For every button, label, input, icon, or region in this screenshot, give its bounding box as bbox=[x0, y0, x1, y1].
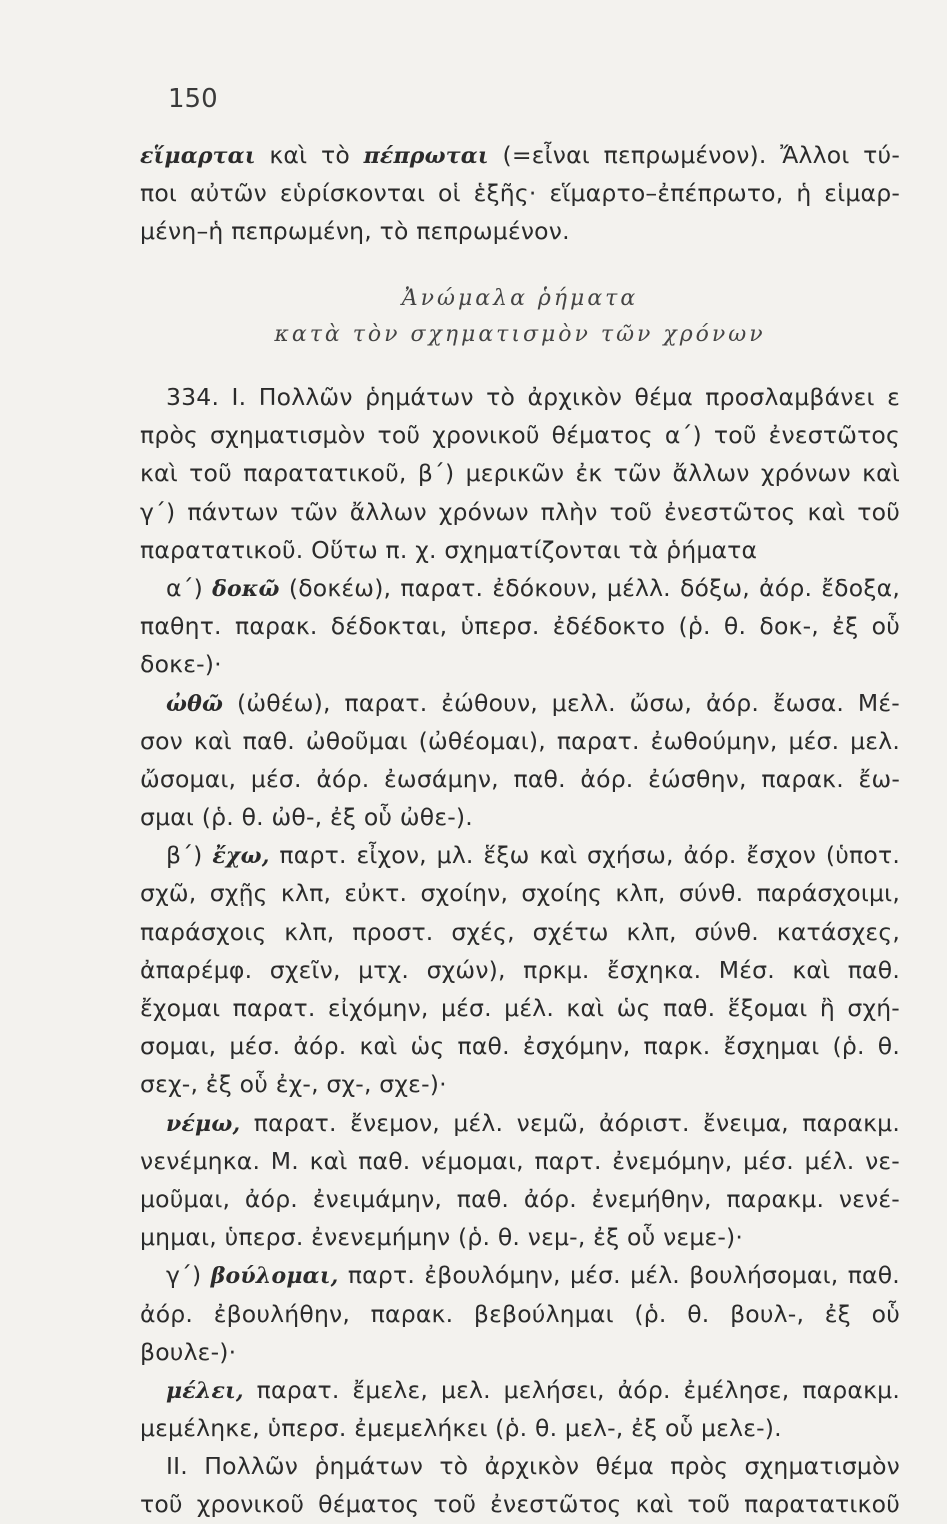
line-text: παρατ. ἔμελε, μελ. μελήσει, ἀόρ. ἐμέλησε, παρακμ. bbox=[243, 1375, 900, 1404]
line-text: παράσχοις κλπ, προστ. σχές, σχέτω κλπ, σύνθ. κατάσχες, bbox=[140, 917, 900, 946]
intro-line-1 bbox=[140, 136, 900, 174]
text-line bbox=[140, 836, 900, 874]
text-line bbox=[140, 1142, 900, 1180]
text-line bbox=[140, 569, 900, 607]
line-text: σχῶ, σχῇς κλπ, εὐκτ. σχοίην, σχοίης κλπ, σύνθ. παράσχοιμι, bbox=[140, 879, 900, 908]
text-line bbox=[140, 684, 900, 722]
line-text: 334. Ι. Πολλῶν ῥημάτων τὸ ἀρχικὸν θέμα προσλαμβάνει ε bbox=[166, 383, 900, 411]
line-text: σμαι (ῥ. θ. ὠθ-, ἐξ οὗ ὠθε-). bbox=[140, 803, 473, 832]
body-text bbox=[140, 378, 900, 1524]
text-line bbox=[140, 1447, 900, 1485]
line-text: (ὠθέω), παρατ. ἐώθουν, μελλ. ὤσω, ἀόρ. ἔωσα. Μέ- bbox=[223, 688, 900, 717]
text-line bbox=[140, 951, 900, 989]
text-line bbox=[140, 722, 900, 760]
text-line bbox=[140, 416, 900, 454]
verb-headword: δοκῶ bbox=[212, 575, 280, 602]
intro-text: καὶ τὸ bbox=[255, 141, 364, 169]
text-line bbox=[140, 1180, 900, 1218]
text-line bbox=[140, 378, 900, 416]
verb-headword: νέμω, bbox=[166, 1110, 241, 1137]
section-heading-line-1: Ἀνώμαλα ῥήματα bbox=[401, 286, 639, 311]
text-line bbox=[140, 760, 900, 798]
line-text: μεμέληκε, ὑπερσ. ἐμεμελήκει (ῥ. θ. μελ-, ἐξ οὗ μελε-). bbox=[140, 1414, 782, 1443]
intro-line-2: ποι αὐτῶν εὑρίσκονται οἱ ἑξῆς· εἵμαρτο–ἐπέπρωτο, ἡ εἱμαρ- bbox=[140, 179, 900, 208]
line-text: παθητ. παρακ. δέδοκται, ὑπερσ. ἐδέδοκτο (ῥ. θ. δοκ-, ἐξ οὗ bbox=[140, 612, 900, 641]
line-text: βουλε-)· bbox=[140, 1337, 237, 1366]
line-text: νενέμηκα. Μ. καὶ παθ. νέμομαι, παρτ. ἐνεμόμην, μέσ. μέλ. νε- bbox=[140, 1146, 900, 1175]
text-line bbox=[140, 493, 900, 531]
line-text: σομαι, μέσ. ἀόρ. καὶ ὡς παθ. ἐσχόμην, παρκ. ἔσχημαι (ῥ. θ. bbox=[140, 1032, 900, 1061]
text-line bbox=[140, 798, 900, 836]
line-text: παρτ. εἶχον, μλ. ἕξω καὶ σχήσω, ἀόρ. ἔσχον (ὑποτ. bbox=[269, 841, 900, 870]
intro-italic-a: εἵμαρται bbox=[140, 143, 256, 169]
verb-headword: ὠθῶ bbox=[166, 690, 224, 717]
line-text: παρτ. ἐβουλόμην, μέσ. μέλ. βουλήσομαι, παθ. bbox=[338, 1261, 900, 1290]
text-line bbox=[140, 1485, 900, 1523]
intro-line-3: μένη–ἡ πεπρωμένη, τὸ πεπρωμένον. bbox=[140, 217, 570, 246]
text-line bbox=[140, 874, 900, 912]
text-line bbox=[140, 1256, 900, 1294]
text-line bbox=[140, 607, 900, 645]
text-line bbox=[140, 1027, 900, 1065]
line-text: ὤσομαι, μέσ. ἀόρ. ἐωσάμην, παθ. ἀόρ. ἐώσθην, παρακ. ἔω- bbox=[140, 764, 900, 793]
line-text: σεχ-, ἐξ οὗ ἐχ-, σχ-, σχε-)· bbox=[140, 1070, 447, 1099]
verb-headword: βούλομαι, bbox=[210, 1263, 339, 1290]
line-text: (δοκέω), παρατ. ἐδόκουν, μέλλ. δόξω, ἀόρ. ἔδοξα, bbox=[279, 573, 900, 602]
page-number: 150 bbox=[168, 84, 218, 114]
text-line bbox=[140, 913, 900, 951]
text-line bbox=[140, 454, 900, 492]
line-text: σον καὶ παθ. ὠθοῦμαι (ὠθέομαι), παρατ. ἐωθούμην, μέσ. μελ. bbox=[140, 726, 900, 755]
list-marker: γ΄) bbox=[166, 1261, 211, 1290]
text-line bbox=[140, 1295, 900, 1333]
line-text: παρατατικοῦ. Οὕτω π. χ. σχηματίζονται τὰ ῥήματα bbox=[140, 535, 758, 564]
line-text: μοῦμαι, ἀόρ. ἐνειμάμην, παθ. ἀόρ. ἐνεμήθην, παρακμ. νενέ- bbox=[140, 1184, 900, 1213]
text-line bbox=[140, 531, 900, 569]
line-text: καὶ τοῦ παρατατικοῦ, β΄) μερικῶν ἐκ τῶν ἄλλων χρόνων καὶ bbox=[140, 459, 900, 488]
intro-paragraph bbox=[140, 136, 900, 251]
text-line bbox=[140, 1104, 900, 1142]
text-line bbox=[140, 1371, 900, 1409]
line-text: ἀπαρέμφ. σχεῖν, μτχ. σχών), πρκμ. ἔσχηκα. Μέσ. καὶ παθ. bbox=[140, 955, 900, 984]
intro-italic-b: πέπρωται bbox=[363, 143, 489, 169]
line-text: μημαι, ὑπερσ. ἐνενεμήμην (ῥ. θ. νεμ-, ἐξ οὗ νεμε-)· bbox=[140, 1223, 744, 1252]
line-text: τοῦ χρονικοῦ θέματος τοῦ ἐνεστῶτος καὶ τοῦ παρατατικοῦ bbox=[140, 1490, 900, 1519]
text-line bbox=[140, 645, 900, 683]
section-heading-line-2: κατὰ τὸν σχηματισμὸν τῶν χρόνων bbox=[274, 322, 766, 347]
verb-headword: ἔχω, bbox=[212, 843, 270, 870]
intro-text: (=εἶναι πεπρωμένον). Ἄλλοι τύ- bbox=[488, 141, 900, 169]
line-text: πρὸς σχηματισμὸν τοῦ χρονικοῦ θέματος α΄) τοῦ ἐνεστῶτος bbox=[140, 421, 900, 450]
line-text: παρατ. ἔνεμον, μέλ. νεμῶ, ἀόριστ. ἔνειμα, παρακμ. bbox=[240, 1108, 900, 1137]
text-line bbox=[140, 1409, 900, 1447]
list-marker: β΄) bbox=[166, 841, 213, 870]
line-text: ἀόρ. ἐβουλήθην, παρακ. βεβούλημαι (ῥ. θ. βουλ-, ἐξ οὗ bbox=[140, 1299, 900, 1328]
text-line bbox=[140, 1218, 900, 1256]
line-text: γ΄) πάντων τῶν ἄλλων χρόνων πλὴν τοῦ ἐνεστῶτος καὶ τοῦ bbox=[140, 497, 900, 526]
line-text: ΙΙ. Πολλῶν ῥημάτων τὸ ἀρχικὸν θέμα πρὸς σχηματισμὸν bbox=[166, 1452, 900, 1481]
verb-headword: μέλει, bbox=[166, 1377, 244, 1404]
list-marker: α΄) bbox=[166, 573, 213, 602]
line-text: ἔχομαι παρατ. εἰχόμην, μέσ. μέλ. καὶ ὡς παθ. ἕξομαι ἢ σχή- bbox=[140, 994, 900, 1022]
line-text: δοκε-)· bbox=[140, 650, 222, 679]
text-line bbox=[140, 1065, 900, 1103]
text-line bbox=[140, 1333, 900, 1371]
text-line bbox=[140, 989, 900, 1027]
